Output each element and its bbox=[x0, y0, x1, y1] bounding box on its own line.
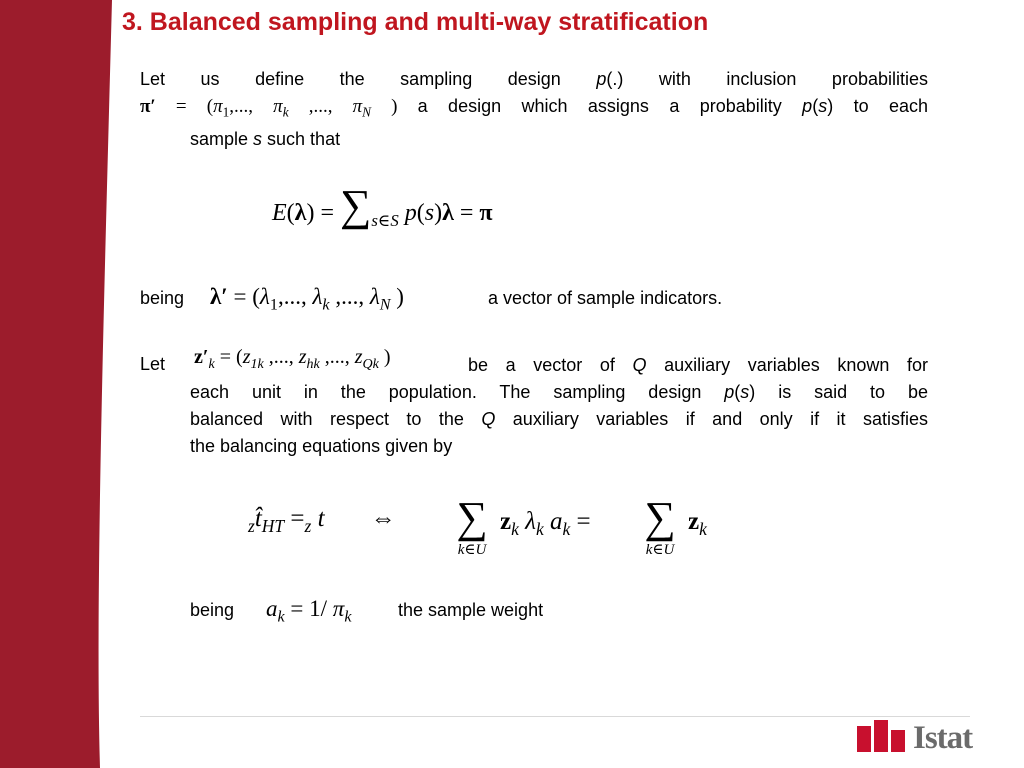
expectation-equation: $E(\lambda) = \sum_{s\in S}$ p(s)λ = π bbox=[272, 181, 493, 230]
para1-line2: $\pi' = (\pi_1$,..., $\pi_k$ ,..., $\pi_N$ ) a design which assigns a probability p(s) to each bbox=[140, 96, 929, 120]
sidebar-curve-shape bbox=[0, 0, 112, 768]
being-label-1: being bbox=[140, 288, 185, 308]
para1-line3: sample s such that bbox=[190, 128, 341, 149]
sum-over-u-right: ∑ k∈U bbox=[644, 493, 676, 558]
balancing-rhs-right: $z_k$ bbox=[688, 508, 707, 540]
sum-over-u-left: ∑ k∈U bbox=[456, 493, 488, 558]
sample-weight-formula: $a_k = 1/$ $\pi_k$ bbox=[266, 596, 352, 626]
para1-line1: Let us define the sampling design p(.) with inclusion probabilities bbox=[140, 69, 928, 89]
sample-weight-text: the sample weight bbox=[398, 600, 544, 620]
paragraph-sampling-design bbox=[140, 66, 928, 153]
z-vector-formula: $z'_k = (z_{1k}$ ,..., $z_{hk}$ ,..., $z_{Qk}$ ) bbox=[194, 346, 391, 372]
pi-vector-formula: $\pi' = (\pi_1$,..., $\pi_k$ ,..., $\pi_N$ ) bbox=[140, 96, 398, 120]
being-label-2: being bbox=[190, 600, 235, 620]
sample-indicators-text: a vector of sample indicators. bbox=[488, 288, 723, 308]
para2-line4: the balancing equations given by bbox=[190, 436, 453, 456]
para2-line2: each unit in the population. The sampling design p(s) is said to be bbox=[190, 382, 928, 402]
slide-title: 3. Balanced sampling and multi-way stratification bbox=[122, 8, 709, 36]
paragraph-balanced-design bbox=[190, 379, 928, 460]
para2-line1: be a vector of Q auxiliary variables known for bbox=[468, 355, 928, 375]
lambda-vector-formula: $\lambda' = (\lambda_1$,..., $\lambda_k$ ,..., $\lambda_N$ ) bbox=[210, 284, 404, 314]
balancing-equation: $_zt̂_{HT} =_z$ t ⇔ bbox=[248, 505, 396, 537]
footer-divider bbox=[140, 716, 970, 717]
para2-line3: balanced with respect to the Q auxiliary variables if and only if it satisfies bbox=[190, 409, 929, 429]
istat-logo-text: Istat bbox=[913, 720, 973, 756]
let-label: Let bbox=[140, 354, 166, 374]
balancing-rhs-left: $z_k$ $\lambda_k$ $a_k$ = bbox=[500, 508, 591, 540]
